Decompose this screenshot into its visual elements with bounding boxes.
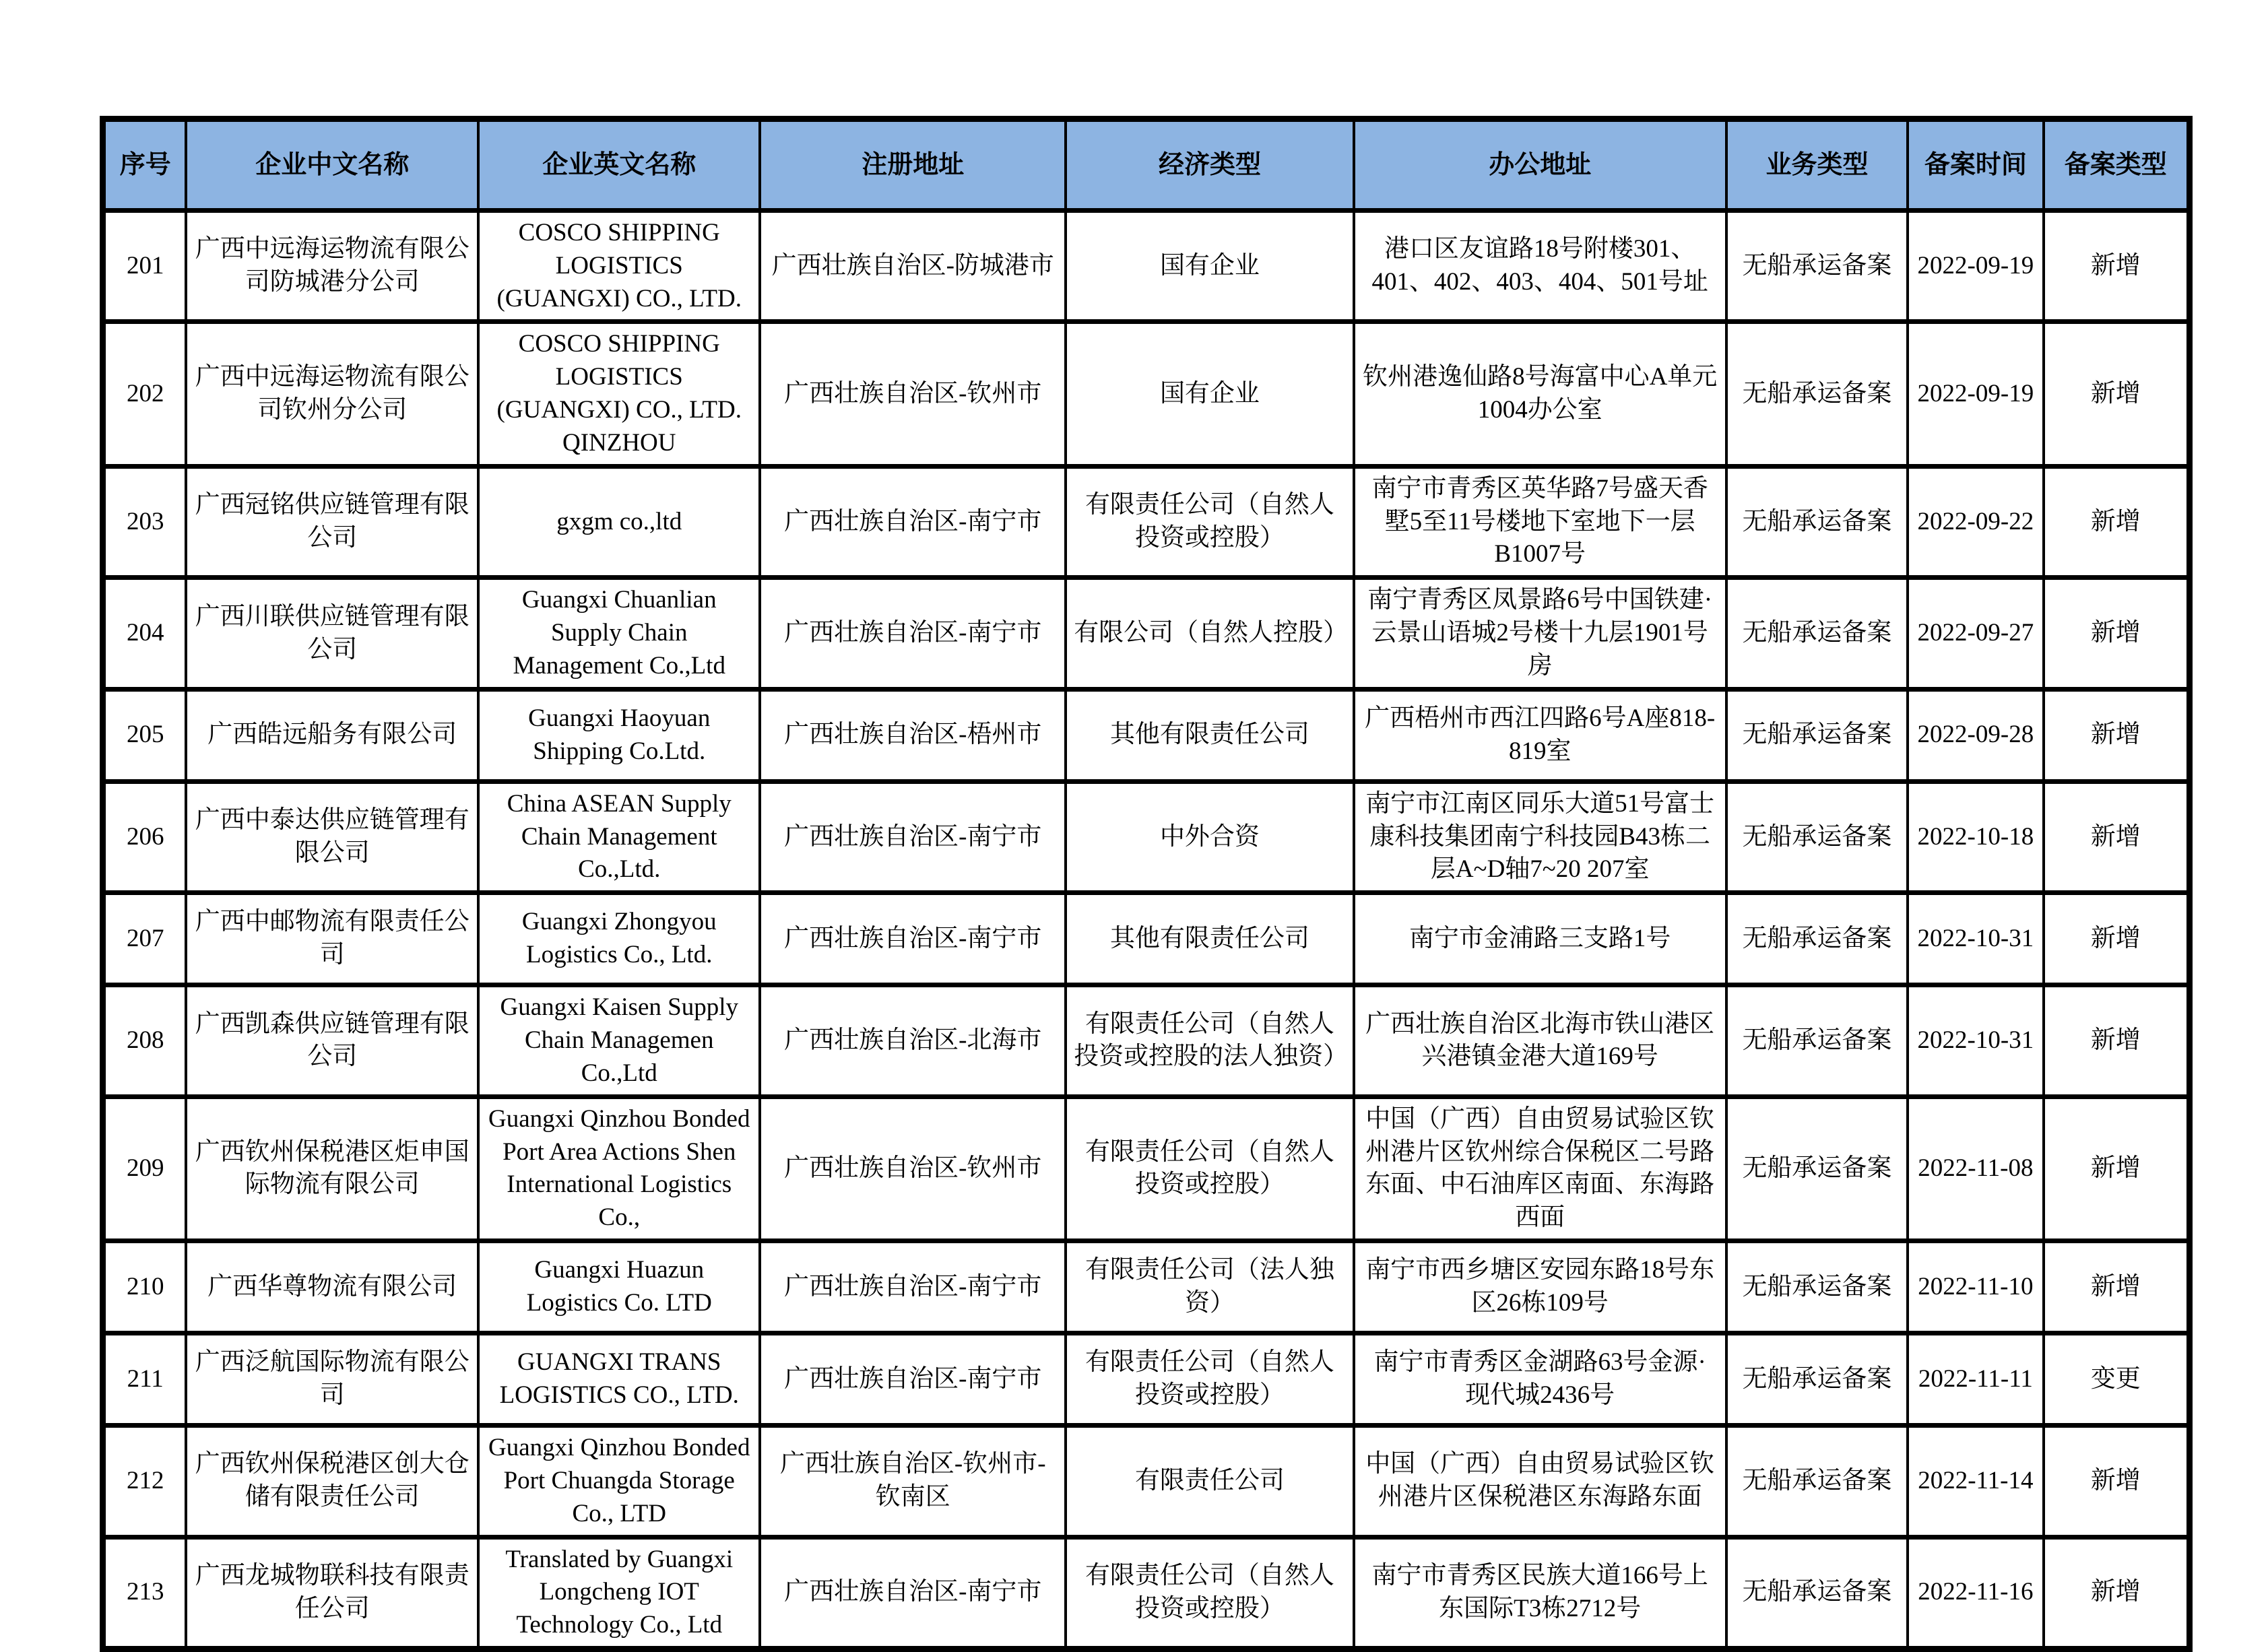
cell-registered-address: 广西壮族自治区-南宁市 bbox=[760, 1241, 1066, 1333]
cell-filing-type: 变更 bbox=[2044, 1333, 2190, 1426]
cell-economic-type: 有限责任公司（自然人投资或控股） bbox=[1066, 1333, 1354, 1426]
table-row bbox=[103, 985, 2190, 1096]
cell-business-type: 无船承运备案 bbox=[1726, 689, 1908, 781]
cell-business-type: 无船承运备案 bbox=[1726, 893, 1908, 985]
table-row bbox=[103, 893, 2190, 985]
cell-serial-number: 205 bbox=[103, 689, 187, 781]
cell-economic-type: 有限公司（自然人控股） bbox=[1066, 578, 1354, 689]
cell-office-address: 中国（广西）自由贸易试验区钦州港片区保税港区东海路东面 bbox=[1354, 1426, 1726, 1537]
table-body bbox=[103, 211, 2190, 1649]
cell-filing-date: 2022-09-22 bbox=[1908, 466, 2043, 577]
cell-economic-type: 有限责任公司 bbox=[1066, 1426, 1354, 1537]
cell-company-name-cn: 广西中远海运物流有限公司防城港分公司 bbox=[186, 211, 478, 322]
cell-registered-address: 广西壮族自治区-钦州市-钦南区 bbox=[760, 1426, 1066, 1537]
cell-economic-type: 有限责任公司（自然人投资或控股） bbox=[1066, 1096, 1354, 1241]
cell-office-address: 广西梧州市西江四路6号A座818-819室 bbox=[1354, 689, 1726, 781]
cell-office-address: 港口区友谊路18号附楼301、401、402、403、404、501号址 bbox=[1354, 211, 1726, 322]
cell-registered-address: 广西壮族自治区-南宁市 bbox=[760, 466, 1066, 577]
cell-economic-type: 国有企业 bbox=[1066, 322, 1354, 466]
cell-company-name-en: Guangxi Chuanlian Supply Chain Management Co.,Ltd bbox=[478, 578, 760, 689]
cell-office-address: 南宁市青秀区英华路7号盛天香墅5至11号楼地下室地下一层B1007号 bbox=[1354, 466, 1726, 577]
cell-filing-type: 新增 bbox=[2044, 893, 2190, 985]
cell-filing-type: 新增 bbox=[2044, 322, 2190, 466]
cell-company-name-cn: 广西川联供应链管理有限公司 bbox=[186, 578, 478, 689]
cell-filing-date: 2022-09-27 bbox=[1908, 578, 2043, 689]
cell-office-address: 南宁市青秀区民族大道166号上东国际T3栋2712号 bbox=[1354, 1537, 1726, 1649]
column-header-serial-number: 序号 bbox=[103, 119, 187, 211]
cell-company-name-cn: 广西凯森供应链管理有限公司 bbox=[186, 985, 478, 1096]
column-header-filing-type: 备案类型 bbox=[2044, 119, 2190, 211]
cell-registered-address: 广西壮族自治区-南宁市 bbox=[760, 781, 1066, 892]
cell-company-name-en: China ASEAN Supply Chain Management Co.,Ltd. bbox=[478, 781, 760, 892]
table-row bbox=[103, 466, 2190, 577]
cell-filing-type: 新增 bbox=[2044, 1426, 2190, 1537]
company-filing-table bbox=[100, 116, 2193, 1652]
cell-filing-type: 新增 bbox=[2044, 689, 2190, 781]
cell-serial-number: 208 bbox=[103, 985, 187, 1096]
cell-filing-type: 新增 bbox=[2044, 985, 2190, 1096]
cell-serial-number: 207 bbox=[103, 893, 187, 985]
cell-company-name-cn: 广西中远海运物流有限公司钦州分公司 bbox=[186, 322, 478, 466]
cell-serial-number: 212 bbox=[103, 1426, 187, 1537]
column-header-company-name-cn: 企业中文名称 bbox=[186, 119, 478, 211]
cell-business-type: 无船承运备案 bbox=[1726, 322, 1908, 466]
cell-company-name-cn: 广西冠铭供应链管理有限公司 bbox=[186, 466, 478, 577]
cell-company-name-en: Guangxi Kaisen Supply Chain Managemen Co.,Ltd bbox=[478, 985, 760, 1096]
cell-filing-date: 2022-09-28 bbox=[1908, 689, 2043, 781]
cell-filing-type: 新增 bbox=[2044, 781, 2190, 892]
cell-company-name-en: COSCO SHIPPING LOGISTICS (GUANGXI) CO., LTD. bbox=[478, 211, 760, 322]
column-header-office-address: 办公地址 bbox=[1354, 119, 1726, 211]
table-row bbox=[103, 211, 2190, 322]
cell-business-type: 无船承运备案 bbox=[1726, 578, 1908, 689]
header-row bbox=[103, 119, 2190, 211]
table-row bbox=[103, 1537, 2190, 1649]
cell-company-name-cn: 广西钦州保税港区创大仓储有限责任公司 bbox=[186, 1426, 478, 1537]
table-row bbox=[103, 1096, 2190, 1241]
cell-economic-type: 其他有限责任公司 bbox=[1066, 893, 1354, 985]
cell-filing-date: 2022-10-31 bbox=[1908, 893, 2043, 985]
table-row bbox=[103, 1333, 2190, 1426]
cell-company-name-cn: 广西中邮物流有限责任公司 bbox=[186, 893, 478, 985]
cell-company-name-cn: 广西泛航国际物流有限公司 bbox=[186, 1333, 478, 1426]
cell-company-name-cn: 广西中泰达供应链管理有限公司 bbox=[186, 781, 478, 892]
cell-business-type: 无船承运备案 bbox=[1726, 1333, 1908, 1426]
cell-filing-date: 2022-09-19 bbox=[1908, 211, 2043, 322]
cell-serial-number: 201 bbox=[103, 211, 187, 322]
cell-business-type: 无船承运备案 bbox=[1726, 1426, 1908, 1537]
cell-serial-number: 213 bbox=[103, 1537, 187, 1649]
cell-registered-address: 广西壮族自治区-南宁市 bbox=[760, 1333, 1066, 1426]
cell-registered-address: 广西壮族自治区-南宁市 bbox=[760, 893, 1066, 985]
cell-filing-date: 2022-09-19 bbox=[1908, 322, 2043, 466]
cell-filing-date: 2022-11-11 bbox=[1908, 1333, 2043, 1426]
cell-office-address: 南宁市金浦路三支路1号 bbox=[1354, 893, 1726, 985]
cell-filing-type: 新增 bbox=[2044, 1241, 2190, 1333]
cell-company-name-en: Guangxi Huazun Logistics Co. LTD bbox=[478, 1241, 760, 1333]
cell-filing-date: 2022-10-18 bbox=[1908, 781, 2043, 892]
cell-company-name-en: gxgm co.,ltd bbox=[478, 466, 760, 577]
cell-filing-type: 新增 bbox=[2044, 578, 2190, 689]
cell-filing-type: 新增 bbox=[2044, 211, 2190, 322]
cell-serial-number: 210 bbox=[103, 1241, 187, 1333]
cell-filing-date: 2022-11-10 bbox=[1908, 1241, 2043, 1333]
cell-business-type: 无船承运备案 bbox=[1726, 466, 1908, 577]
cell-company-name-en: Guangxi Qinzhou Bonded Port Area Actions Shen International Logistics Co., bbox=[478, 1096, 760, 1241]
table-row bbox=[103, 578, 2190, 689]
column-header-company-name-en: 企业英文名称 bbox=[478, 119, 760, 211]
cell-office-address: 中国（广西）自由贸易试验区钦州港片区钦州综合保税区二号路东面、中石油库区南面、东海路西面 bbox=[1354, 1096, 1726, 1241]
cell-office-address: 钦州港逸仙路8号海富中心A单元1004办公室 bbox=[1354, 322, 1726, 466]
cell-registered-address: 广西壮族自治区-防城港市 bbox=[760, 211, 1066, 322]
cell-serial-number: 204 bbox=[103, 578, 187, 689]
cell-serial-number: 206 bbox=[103, 781, 187, 892]
cell-serial-number: 202 bbox=[103, 322, 187, 466]
cell-registered-address: 广西壮族自治区-南宁市 bbox=[760, 578, 1066, 689]
cell-office-address: 南宁市江南区同乐大道51号富士康科技集团南宁科技园B43栋二层A~D轴7~20 207室 bbox=[1354, 781, 1726, 892]
cell-business-type: 无船承运备案 bbox=[1726, 1241, 1908, 1333]
table-header bbox=[103, 119, 2190, 211]
cell-economic-type: 其他有限责任公司 bbox=[1066, 689, 1354, 781]
cell-registered-address: 广西壮族自治区-钦州市 bbox=[760, 1096, 1066, 1241]
cell-registered-address: 广西壮族自治区-钦州市 bbox=[760, 322, 1066, 466]
cell-economic-type: 有限责任公司（法人独资） bbox=[1066, 1241, 1354, 1333]
cell-registered-address: 广西壮族自治区-北海市 bbox=[760, 985, 1066, 1096]
cell-office-address: 广西壮族自治区北海市铁山港区兴港镇金港大道169号 bbox=[1354, 985, 1726, 1096]
cell-business-type: 无船承运备案 bbox=[1726, 781, 1908, 892]
column-header-economic-type: 经济类型 bbox=[1066, 119, 1354, 211]
cell-economic-type: 有限责任公司（自然人投资或控股的法人独资） bbox=[1066, 985, 1354, 1096]
cell-registered-address: 广西壮族自治区-梧州市 bbox=[760, 689, 1066, 781]
cell-serial-number: 209 bbox=[103, 1096, 187, 1241]
cell-company-name-cn: 广西华尊物流有限公司 bbox=[186, 1241, 478, 1333]
cell-company-name-en: Guangxi Qinzhou Bonded Port Chuangda Storage Co., LTD bbox=[478, 1426, 760, 1537]
cell-company-name-cn: 广西钦州保税港区炬申国际物流有限公司 bbox=[186, 1096, 478, 1241]
cell-economic-type: 有限责任公司（自然人投资或控股） bbox=[1066, 1537, 1354, 1649]
cell-economic-type: 国有企业 bbox=[1066, 211, 1354, 322]
cell-business-type: 无船承运备案 bbox=[1726, 1537, 1908, 1649]
column-header-registered-address: 注册地址 bbox=[760, 119, 1066, 211]
cell-office-address: 南宁市青秀区金湖路63号金源·现代城2436号 bbox=[1354, 1333, 1726, 1426]
cell-office-address: 南宁青秀区凤景路6号中国铁建·云景山语城2号楼十九层1901号房 bbox=[1354, 578, 1726, 689]
table-row bbox=[103, 781, 2190, 892]
cell-company-name-en: GUANGXI TRANS LOGISTICS CO., LTD. bbox=[478, 1333, 760, 1426]
cell-filing-date: 2022-11-08 bbox=[1908, 1096, 2043, 1241]
cell-economic-type: 中外合资 bbox=[1066, 781, 1354, 892]
column-header-filing-date: 备案时间 bbox=[1908, 119, 2043, 211]
cell-office-address: 南宁市西乡塘区安园东路18号东区26栋109号 bbox=[1354, 1241, 1726, 1333]
table-row bbox=[103, 1426, 2190, 1537]
cell-filing-type: 新增 bbox=[2044, 466, 2190, 577]
cell-company-name-en: Translated by Guangxi Longcheng IOT Technology Co., Ltd bbox=[478, 1537, 760, 1649]
cell-serial-number: 211 bbox=[103, 1333, 187, 1426]
cell-serial-number: 203 bbox=[103, 466, 187, 577]
cell-business-type: 无船承运备案 bbox=[1726, 211, 1908, 322]
table-row bbox=[103, 322, 2190, 466]
table-row bbox=[103, 1241, 2190, 1333]
cell-company-name-en: COSCO SHIPPING LOGISTICS (GUANGXI) CO., LTD. QINZHOU bbox=[478, 322, 760, 466]
table-row bbox=[103, 689, 2190, 781]
cell-filing-type: 新增 bbox=[2044, 1537, 2190, 1649]
cell-company-name-en: Guangxi Haoyuan Shipping Co.Ltd. bbox=[478, 689, 760, 781]
cell-business-type: 无船承运备案 bbox=[1726, 985, 1908, 1096]
cell-registered-address: 广西壮族自治区-南宁市 bbox=[760, 1537, 1066, 1649]
cell-business-type: 无船承运备案 bbox=[1726, 1096, 1908, 1241]
cell-filing-date: 2022-10-31 bbox=[1908, 985, 2043, 1096]
cell-economic-type: 有限责任公司（自然人投资或控股） bbox=[1066, 466, 1354, 577]
cell-company-name-cn: 广西龙城物联科技有限责任公司 bbox=[186, 1537, 478, 1649]
cell-company-name-en: Guangxi Zhongyou Logistics Co., Ltd. bbox=[478, 893, 760, 985]
cell-filing-date: 2022-11-16 bbox=[1908, 1537, 2043, 1649]
cell-filing-date: 2022-11-14 bbox=[1908, 1426, 2043, 1537]
cell-company-name-cn: 广西皓远船务有限公司 bbox=[186, 689, 478, 781]
column-header-business-type: 业务类型 bbox=[1726, 119, 1908, 211]
cell-filing-type: 新增 bbox=[2044, 1096, 2190, 1241]
